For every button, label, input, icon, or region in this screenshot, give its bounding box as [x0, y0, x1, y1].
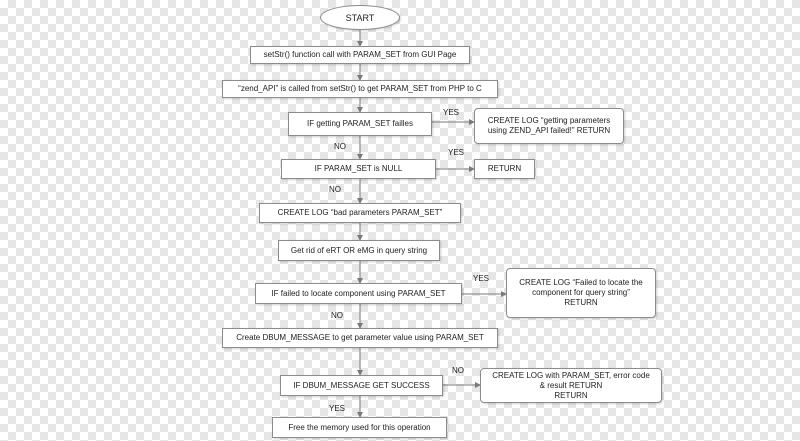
log-dbum-failed: CREATE LOG with PARAM_SET, error code & result RETURN RETURN [480, 368, 662, 403]
decision-param-null: IF PARAM_SET is NULL [281, 159, 436, 179]
decision-getting-failed: IF getting PARAM_SET failles [288, 112, 432, 136]
label-no-dbum: NO [452, 366, 464, 375]
create-dbum-step: Create DBUM_MESSAGE to get parameter value using PARAM_SET [222, 328, 498, 348]
label-no-null: NO [329, 185, 341, 194]
zend-api-step: “zend_API” is called from setStr() to get PARAM_SET from PHP to C [222, 80, 498, 98]
decision-dbum-success: IF DBUM_MESSAGE GET SUCCESS [280, 375, 443, 396]
setstr-step: setStr() function call with PARAM_SET from GUI Page [250, 46, 470, 64]
label-yes-dbum: YES [329, 404, 346, 413]
log-locate-failed: CREATE LOG “Failed to locate the component for query string” RETURN [506, 268, 656, 318]
return-null: RETURN [474, 159, 535, 179]
start-node: START [320, 5, 400, 30]
label-yes-null: YES [448, 148, 465, 157]
log-bad-params: CREATE LOG “bad parameters PARAM_SET” [259, 203, 461, 223]
free-memory-step: Free the memory used for this operation [272, 417, 447, 438]
label-no-getting: NO [334, 142, 346, 151]
log-getting-failed: CREATE LOG “getting parameters using ZEND_API failed!” RETURN [474, 108, 624, 144]
label-yes-getting: YES [443, 108, 460, 117]
label-no-locate: NO [331, 311, 343, 320]
decision-locate-failed: IF failed to locate component using PARAM_SET [255, 283, 462, 304]
get-rid-step: Get rid of eRT OR eMG in query string [278, 240, 440, 261]
label-yes-locate: YES [473, 274, 490, 283]
